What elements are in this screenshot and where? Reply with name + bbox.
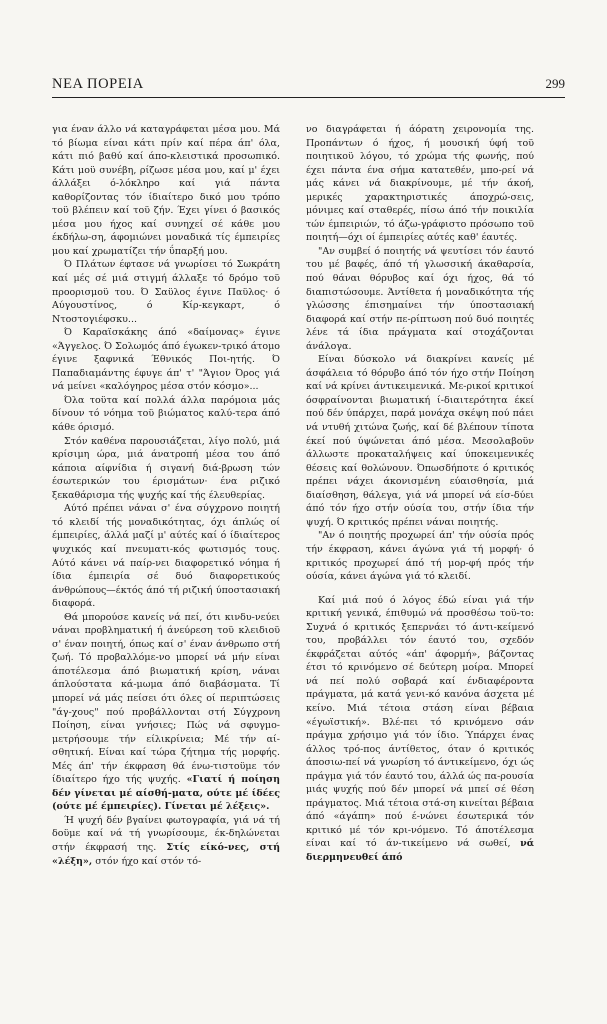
paragraph: "Αν ό ποιητής προχωρεί άπ' τήν ούσία πρός τήν έκφραση, κάνει άγώνα γιά τή μορφή· ό κριτικός προχωρεί άπό τή μορ-φή πρός τήν ούσία, κάνει άγώνα γιά τό κλειδί. (306, 530, 534, 583)
paragraph: Ό Πλάτων έφτασε νά γνωρίσει τό Σωκράτη καί μές σέ μιά στιγμή άλλαξε τό δρόμο τοϋ προορισμοϋ του. Ό Σαϋλος έγινε Παϋλος· ό Αύγουστίνος, ό Κίρ-κεγκαρτ, ό Ντοστογιέφσκυ... (52, 259, 280, 325)
left-column (52, 123, 280, 868)
quoted-bold-text: «Γιατί ή ποίηση δέν γίνεται μέ αίσθή-ματα, ούτε μέ ίδέες (ούτε μέ έμπειρίες). Γίνεται μέ λέξεις». (52, 774, 280, 813)
paragraph: για έναν άλλο νά καταγράφεται μέσα μου. Μά τό βίωμα είναι κάτι πρίν καί πέρα άπ' όλα, κάτι πιό βαθύ καί άπο-κλειστικά προσωπικό. Κάτι μοϋ συνέβη, ρίζωσε μέσα μου, καί μ' έχει άλλάξει ό-λόκληρο καί γιά πάντα καθορίζοντας τόν ίδιαίτερο δικό μου τρόπο τοϋ βλέπειν καί τοϋ ζήν. Έχει γίνει ό βασικός μέσα μου ήχος καί συνηχεί σέ κάθε μου έκδήλω-ση, άφομιώνει μοναδικά τίς έμπειρίες μου καί χρωματίζει τήν ΰπαρξή μου. (52, 124, 280, 257)
right-column (306, 123, 534, 865)
paragraph-text: Ή ψυχή δέν βγαίνει φωτογραφία, γιά νά τή δοϋμε καί νά τή γνωρίσουμε, έκ-δηλώνεται στήν έκφρασή της. (52, 814, 280, 853)
paragraph (52, 814, 280, 868)
paragraph: Όλα τοϋτα καί πολλά άλλα παρόμοια μάς δίνουν τό νόημα τοϋ βιώματος καλύ-τερα άπό κάθε όρισμό. (52, 394, 280, 434)
header-rule (52, 97, 565, 98)
paragraph: "Αν συμβεί ό ποιητής νά ψευτίσει τόν έαυτό του μέ βαφές, άπό τή γλωσσική άκαθαρσία, πού θάναι θόρυβος καί όχι ήχος, θά τό διαπιστώσουμε. Άντίθετα ή μοναδικότητα τής γλώσσης έπισημαίνει τήν ύποστασιακή διαφορά καί στήν πε-ρίπτωση πού δυό ποιητές λένε τά ίδια πράγματα καί στοχάζονται άνάλογα. (306, 245, 534, 352)
paragraph: Ό Καραϊσκάκης άπό «δαίμονας» έγινε «Άγγελος. Ό Σολωμός άπό έγωκεν-τρικό άτομο έγινε ξαφνικά Έθνικός Ποι-ητής. Ό Παπαδιαμάντης έφυγε άπ' τ' "Άγιον Όρος γιά νά μείνει «καλόγηρος μέσα στόν κόσμο»... (52, 327, 280, 393)
paragraph (306, 594, 534, 865)
paragraph (52, 611, 280, 814)
paragraph: νο διαγράφεται ή άόρατη χειρονομία της. Προπάντων ό ήχος, ή μουσική ύφή τοϋ ποιητικοϋ λόγου, τό χρώμα τής φωνής, πού έχει πάντα ένα σήμα κατατεθέν, μπο-ρεί νά μάς κάνει νά διακρίνουμε, μέ τήν άκοή, μερικές χαρακτηριστικές άποχρώ-σεις, μόνιμες καί σταθερές, πίσω άπό τήν ποικιλία τών έμπειριών, τό άζω-γράφιστο πρόσωπο τοϋ ποιητή—όχι οί έμπειρίες αύτές καθ' έαυτές. (306, 124, 534, 244)
paragraph: Αύτό πρέπει νάναι σ' ένα σύγχρονο ποιητή τό κλειδί τής μοναδικότητας, όχι άπλώς οί έμπειρίες, άλλά μαζί μ' αύτές καί ό ίδιαίτερος ψυχικός καί πνευματι-κός φωτισμός τους. Αύτό κάνει νά παίρ-νει διαφορετικό νόημα ή ίδια έμπειρία σέ δυό διαφορετικούς άνθρώπους—έκτός άπό τή ριζική ύποστασιακή διαφορά. (52, 503, 280, 610)
paragraph-text: Θά μπορούσε κανείς νά πεί, ότι κινδυ-νεύει νάναι προβληματική ή άνεύρεση τοϋ κλειδιοϋ σ' έναν ποιητή, όπως καί σ' έναν άνθρωπο στή ζωή. Τό προβαλλόμε-νο μπορεί νά μήν είναι άποτέλεσμα άπό βιωματική κρίση, νάναι άπλούστατα κά-μωμα άπό διαβάσματα. Τί μπορεί νά μάς πείσει ότι όλες οί περιπτώσεις "άγ-χους" πού προβάλλονται στή Σύγχρονη Ποίηση, είναι γνήσιες; Πώς νά σφυγμο-μετρήσουμε τήν είλικρίνεια; Μέ τήν αί-σθητική. Είναι καί τώρα ζήτημα τής μορφής. Μές άπ' τήν έκφραση θά ένω-τιστοϋμε τόν ίδιαίτερο ήχο τής ψυχής. (52, 611, 280, 786)
emphasis-text: νά διερμηνευθεί άπό (306, 838, 535, 863)
emphasis-text: Στίς είκό-νες, στή «λέξη», (52, 841, 280, 867)
paragraph: Είναι δύσκολο νά διακρίνει κανείς μέ άσφάλεια τό θόρυβο άπό τόν ήχο στήν Ποίηση καί νά κρίνει άντικειμενικά. Με-ρικοί κριτικοί όσφραίνονται βιωματική ί-διαιτερότητα έκεί πού δέν ύπάρχει, παρά μονάχα σκέψη πού πάει νά ντυθή χιτώνα ζωής, καί δέ βλέπουν τίποτα έκεί πού ύψώνεται άπό μέσα. Μεσολαβοϋν άλλωστε προκαταλήψεις καί ύποκειμενικές θέσεις καί θολώνουν. Όπωσδήποτε ό κριτικός πρέπει νάχει άκονισμένη εύαισθησία, μιά διαίσθηση, θάλεγα, γιά νά μπορεί νά είσ-δύει άπό τόν ήχο στήν ούσία του, στήν ίδια τήν ψυχή. Ό κριτικός πρέπει νάναι ποιητής. (306, 354, 534, 528)
page-number: 299 (545, 76, 565, 91)
running-title: ΝΕΑ ΠΟΡΕΙΑ (52, 76, 144, 92)
paragraph: Στόν καθένα παρουσιάζεται, λίγο πολύ, μιά κρίσιμη ώρα, μιά άνατροπή μέσα του άπό κάποια αίφνίδια ή σιγανή διά-βρωση τών έσωτερικών του έρισμάτων· ένα ριζικό ξεκαθάρισμα τής ψυχής καί τής έλευθερίας. (52, 435, 280, 501)
paragraph-text: στόν ήχο καί στόν τό- (95, 855, 202, 867)
running-header (52, 76, 565, 93)
paragraph-text: Καί μιά πού ό λόγος έδώ είναι γιά τήν κριτική γενικά, έπιθυμώ νά προσθέσω τοϋ-το: Συχνά ό κριτικός ξεπερνάει τό άντι-κείμενό του, προβάλλει τόν έαυτό του, σχεδόν έκφράζεται αύτός «άπ' άφορμή», βάζοντας έτσι τό κρινόμενο σέ δεύτερη μοίρα. Μπορεί νά πεί πολύ σοβαρά καί ένδιαφέροντα πράγματα, μά κατά γενι-κό κανόνα άσχετα μέ κείνο. Μιά τέτοια στάση είναι βέβαια «έγωϊστική». Βλέ-πει τό κρινόμενο σάν πράγμα χρήσιμο γιά τόν ίδιο. Ύπάρχει ένας άλλος τρό-πος άντίθετος, όταν ό κριτικός άποσιω-πεί νά γνωρίση τό άντικείμενο, όχι ώς πράγμα γιά τόν έαυτό του, άλλά ώς πα-ρουσία μιάς ψυχής πού δέν μπορεί νά μπεί σέ θέση πράγματος. Μιά τέτοια στά-ση κινείται βέβαια άπό «άγάπη» πού έ-νώνει έσωτερικά τόν κριτικό μέ τόν κρι-νόμενο. Τό άποτέλεσμα είναι καί τό άν-τικείμενο νά σωθεί, (306, 594, 534, 850)
